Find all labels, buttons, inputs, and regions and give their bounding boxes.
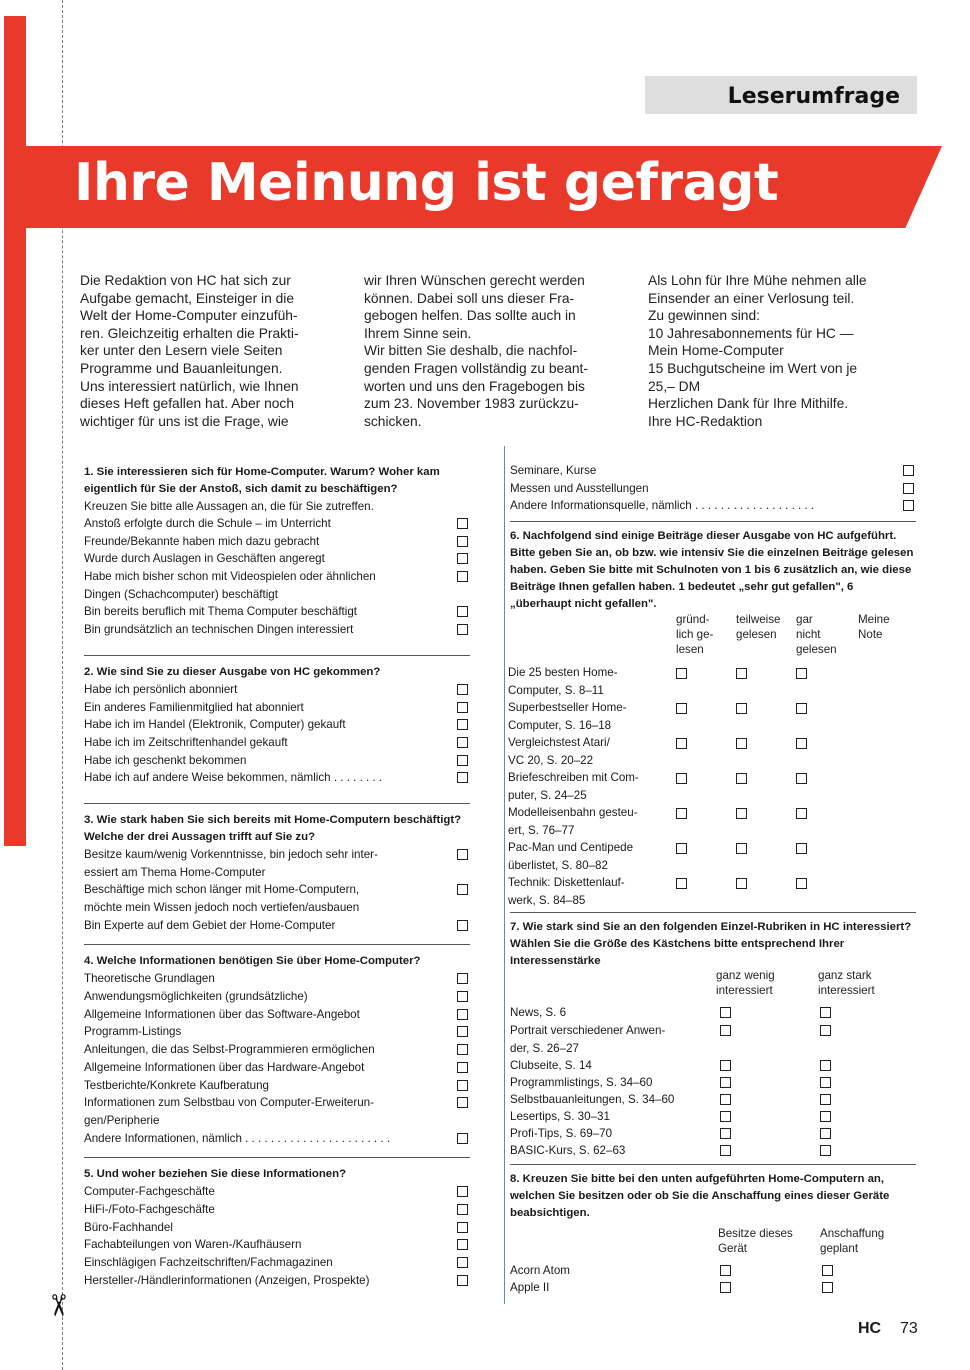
checkbox[interactable] (720, 1025, 731, 1036)
checkbox[interactable] (720, 1265, 731, 1276)
checkbox[interactable] (720, 1128, 731, 1139)
divider (510, 912, 916, 913)
divider (84, 803, 470, 804)
q5-option: Hersteller-/Händlerinformationen (Anzeigen, Prospekte) (84, 1272, 470, 1290)
checkbox[interactable] (457, 849, 468, 860)
q7-question: 7. Wie stark sind Sie an den folgenden Einzel-Rubriken in HC interessiert? Wählen Sie die Größe des Kästchens bitte entsprechend Ihrer Interessenstärke (510, 921, 912, 967)
q3-option: möchte mein Wissen jedoch noch vertiefen/ausbauen (84, 901, 360, 914)
checkbox[interactable] (720, 1282, 731, 1293)
column-divider (504, 446, 505, 1304)
checkbox[interactable] (720, 1060, 731, 1071)
checkbox[interactable] (820, 1111, 831, 1122)
checkbox[interactable] (457, 1275, 468, 1286)
q5-option: Einschlägigen Fachzeitschriften/Fachmagazinen (84, 1254, 470, 1272)
checkbox[interactable] (736, 703, 747, 714)
q4-option: Theoretische Grundlagen (84, 970, 470, 988)
q2-option: Ein anderes Familienmitglied hat abonniert (84, 699, 470, 717)
q6-col-header: teilweise gelesen (736, 613, 781, 641)
checkbox[interactable] (457, 1026, 468, 1037)
q8-col-header: Anschaffung geplant (820, 1227, 885, 1255)
checkbox[interactable] (457, 991, 468, 1002)
checkbox[interactable] (457, 702, 468, 713)
q2-option: Habe ich geschenkt bekommen (84, 752, 470, 770)
q5-option: Messen und Ausstellungen (510, 480, 916, 498)
intro-column-2: wir Ihren Wünschen gerecht werden können. Dabei soll uns dieser Fra- gebogen helfen. Das sollte auch in Ihrem Sinne sein. Wir bitten Sie deshalb, die nachfol- genden Fragen vollständig zu beant- worten und uns den Fragebogen bis zum 23. November 1983 zurückzu- schicken. (364, 273, 588, 429)
q4-option: Allgemeine Informationen über das Software-Angebot (84, 1006, 470, 1024)
checkbox[interactable] (820, 1128, 831, 1139)
checkbox[interactable] (903, 465, 914, 476)
footer-brand: HC (858, 1320, 882, 1337)
checkbox[interactable] (457, 1186, 468, 1197)
q5-question: 5. Und woher beziehen Sie diese Informationen? (84, 1168, 347, 1181)
q1-option: Dingen (Schachcomputer) beschäftigt (84, 587, 278, 601)
checkbox[interactable] (796, 668, 807, 679)
q4-option: Testberichte/Konkrete Kaufberatung (84, 1077, 470, 1095)
checkbox[interactable] (457, 1097, 468, 1108)
checkbox[interactable] (457, 1222, 468, 1233)
checkbox[interactable] (822, 1265, 833, 1276)
q2-question: 2. Wie sind Sie zu dieser Ausgabe von HC gekommen? (84, 665, 381, 678)
scissors-icon: ✂ (41, 1292, 75, 1319)
q1-option: Wurde durch Auslagen in Geschäften angeregt (84, 550, 470, 568)
checkbox[interactable] (457, 719, 468, 730)
checkbox[interactable] (820, 1060, 831, 1071)
q4-option: gen/Peripherie (84, 1113, 160, 1127)
checkbox[interactable] (903, 500, 914, 511)
checkbox[interactable] (457, 737, 468, 748)
checkbox[interactable] (903, 483, 914, 494)
q3-option: Beschäftige mich schon länger mit Home-Computern, (84, 881, 470, 899)
checkbox[interactable] (676, 878, 687, 889)
q2-option: Habe ich im Handel (Elektronik, Computer) gekauft (84, 716, 470, 734)
q4-option: Andere Informationen, nämlich . . . . . . . . . . . . . . . . . . . . . . . (84, 1130, 470, 1148)
checkbox[interactable] (820, 1077, 831, 1088)
q6-col-header: gründ- lich ge- lesen (676, 613, 714, 656)
q1-option: Habe mich bisher schon mit Videospielen oder ähnlichen (84, 568, 470, 586)
checkbox[interactable] (736, 878, 747, 889)
checkbox[interactable] (457, 624, 468, 635)
checkbox[interactable] (457, 1080, 468, 1091)
q5-option: Computer-Fachgeschäfte (84, 1183, 470, 1201)
q6-question: 6. Nachfolgend sind einige Beiträge dieser Ausgabe von HC aufgeführt. Bitte geben Sie an, ob bzw. wie intensiv Sie die einzelnen Beiträge gelesen haben. Geben Sie bitte mit Schulnoten von 1 bis 6 zusätzlich an, wie diese Beiträge Ihnen gefallen haben. 1 bedeutet „sehr gut gefallen", 6 „überhaupt nicht gefallen". (510, 530, 914, 611)
q1-option: Freunde/Bekannte haben mich dazu gebracht (84, 533, 470, 551)
q3-option: Besitze kaum/wenig Vorkenntnisse, bin jedoch sehr inter- (84, 846, 470, 864)
checkbox[interactable] (796, 738, 807, 749)
q5-option: Andere Informationsquelle, nämlich . . . . . . . . . . . . . . . . . . . (510, 497, 916, 515)
checkbox[interactable] (457, 571, 468, 582)
questionnaire-left-column (84, 464, 470, 1289)
q4-option: Programm-Listings (84, 1023, 470, 1041)
checkbox[interactable] (796, 808, 807, 819)
q1-option: Anstoß erfolgte durch die Schule – im Unterricht (84, 515, 470, 533)
questionnaire-right-column (510, 462, 916, 613)
checkbox[interactable] (457, 884, 468, 895)
checkbox[interactable] (457, 920, 468, 931)
checkbox[interactable] (457, 1204, 468, 1215)
q6-col-header: Meine Note (858, 613, 890, 641)
checkbox[interactable] (676, 773, 687, 784)
q1-question: 1. Sie interessieren sich für Home-Computer. Warum? Woher kam eigentlich für Sie der Anstoß, sich damit zu beschäftigen? (84, 466, 440, 495)
checkbox[interactable] (457, 536, 468, 547)
headline: Ihre Meinung ist gefragt (74, 153, 779, 213)
checkbox[interactable] (457, 973, 468, 984)
q6-table: gründ- lich ge- lesen teilweise gelesen gar nicht gelesen Meine Note Die 25 besten Home- Computer, S. 8–11 Superbestseller Home- Computer, S. 16–18 Vergleichstest Atari/ VC 20, S. 20–22 Briefeschreiben mit Com- puter, S. 24–25 Modelleisenbahn gesteu- ert, S. 76–77 Pac-Man und Centipede überlistet, S. 80–82 Technik: Diskettenlauf- werk, S. 84–85 (508, 613, 890, 907)
q7-col-header: ganz wenig interessiert (716, 969, 775, 997)
checkbox[interactable] (720, 1007, 731, 1018)
intro-column-1: Die Redaktion von HC hat sich zur Aufgabe gemacht, Einsteiger in die Welt der Home-Computer einzufüh- ren. Gleichzeitig erhalten die Prakti- ker unter den Lesern viele Seiten Programme und Bauanleitungen. Uns interessiert natürlich, wie Ihnen dieses Heft gefallen hat. Aber noch wichtiger für uns ist die Frage, wie (80, 273, 299, 429)
divider (510, 1164, 916, 1165)
q2-option: Habe ich persönlich abonniert (84, 681, 470, 699)
checkbox[interactable] (820, 1094, 831, 1105)
checkbox[interactable] (796, 843, 807, 854)
checkbox[interactable] (720, 1094, 731, 1105)
q1-instruction: Kreuzen Sie bitte alle Aussagen an, die für Sie zutreffen. (84, 500, 374, 513)
checkbox[interactable] (736, 738, 747, 749)
divider (84, 655, 470, 656)
checkbox[interactable] (457, 606, 468, 617)
q8-col-header: Besitze dieses Gerät (718, 1227, 793, 1255)
q7-col-header: ganz stark interessiert (818, 969, 875, 997)
checkbox[interactable] (457, 755, 468, 766)
q5-option: Fachabteilungen von Waren-/Kaufhäusern (84, 1236, 470, 1254)
checkbox[interactable] (820, 1145, 831, 1156)
checkbox[interactable] (736, 808, 747, 819)
checkbox[interactable] (720, 1111, 731, 1122)
checkbox[interactable] (457, 684, 468, 695)
checkbox[interactable] (457, 1062, 468, 1073)
checkbox[interactable] (457, 1009, 468, 1020)
q5-option: Büro-Fachhandel (84, 1219, 470, 1237)
section-tag: Leserumfrage (727, 84, 900, 109)
q5-option: HiFi-/Foto-Fachgeschäfte (84, 1201, 470, 1219)
q2-option: Habe ich im Zeitschriftenhandel gekauft (84, 734, 470, 752)
q4-option: Anleitungen, die das Selbst-Programmieren ermöglichen (84, 1041, 470, 1059)
divider (84, 1157, 470, 1158)
checkbox[interactable] (676, 808, 687, 819)
q3-question: 3. Wie stark haben Sie sich bereits mit Home-Computern beschäftigt? Welche der drei Aussagen trifft auf Sie zu? (84, 813, 462, 843)
checkbox[interactable] (736, 668, 747, 679)
q4-option: Anwendungsmöglichkeiten (grundsätzliche) (84, 988, 470, 1006)
q4-option: Allgemeine Informationen über das Hardware-Angebot (84, 1059, 470, 1077)
q8-question: 8. Kreuzen Sie bitte bei den unten aufgeführten Home-Computern an, welchen Sie besitzen oder ob Sie die Anschaffung eines dieser Geräte beabsichtigen. (510, 1173, 890, 1219)
checkbox[interactable] (676, 738, 687, 749)
checkbox[interactable] (796, 703, 807, 714)
q1-option: Bin grundsätzlich an technischen Dingen interessiert (84, 621, 470, 639)
checkbox[interactable] (457, 518, 468, 529)
page-number: 73 (900, 1320, 918, 1337)
checkbox[interactable] (457, 1239, 468, 1250)
checkbox[interactable] (822, 1282, 833, 1293)
checkbox[interactable] (736, 773, 747, 784)
q7-table: ganz wenig interessiert ganz stark interessiert News, S. 6 Portrait verschiedener Anwen- der, S. 26–27 Clubseite, S. 14 Programmlistings, S. 34–60 Selbstbauanleitungen, S. 34–60 Lesertips, S. 30–31 Profi-Tips, S. 69–70 BASIC-Kurs, S. 62–63 (510, 969, 875, 1157)
intro-column-3: Als Lohn für Ihre Mühe nehmen alle Einsender an einer Verlosung teil. Zu gewinnen sind: 10 Jahresabonnements für HC — Mein Home-Computer 15 Buchgutscheine im Wert von je 25,– DM Herzlichen Dank für Ihre Mithilfe. Ihre HC-Redaktion (648, 273, 867, 429)
divider (84, 944, 470, 945)
checkbox[interactable] (720, 1077, 731, 1088)
checkbox[interactable] (457, 1133, 468, 1144)
q3-option: essiert am Thema Home-Computer (84, 865, 266, 879)
q7-block (510, 912, 916, 970)
checkbox[interactable] (457, 772, 468, 783)
checkbox[interactable] (720, 1145, 731, 1156)
checkbox[interactable] (676, 668, 687, 679)
q8-table: Besitze dieses Gerät Anschaffung geplant Acorn Atom Apple II (510, 1227, 885, 1294)
checkbox[interactable] (796, 878, 807, 889)
red-edge-strip (4, 16, 26, 846)
q4-option: Informationen zum Selbstbau von Computer-Erweiterun- (84, 1094, 470, 1112)
checkbox[interactable] (676, 843, 687, 854)
checkbox[interactable] (457, 1257, 468, 1268)
checkbox[interactable] (820, 1007, 831, 1018)
q8-block (510, 1164, 916, 1222)
checkbox[interactable] (676, 703, 687, 714)
q1-option: Bin bereits beruflich mit Thema Computer beschäftigt (84, 603, 470, 621)
divider (510, 521, 916, 522)
checkbox[interactable] (820, 1025, 831, 1036)
q3-option: Bin Experte auf dem Gebiet der Home-Computer (84, 917, 470, 935)
q2-option: Habe ich auf andere Weise bekommen, nämlich . . . . . . . . (84, 769, 470, 787)
checkbox[interactable] (736, 843, 747, 854)
checkbox[interactable] (457, 1044, 468, 1055)
checkbox[interactable] (796, 773, 807, 784)
q4-question: 4. Welche Informationen benötigen Sie über Home-Computer? (84, 955, 421, 968)
q5-option: Seminare, Kurse (510, 462, 916, 480)
q6-col-header: gar nicht gelesen (796, 613, 837, 656)
checkbox[interactable] (457, 553, 468, 564)
